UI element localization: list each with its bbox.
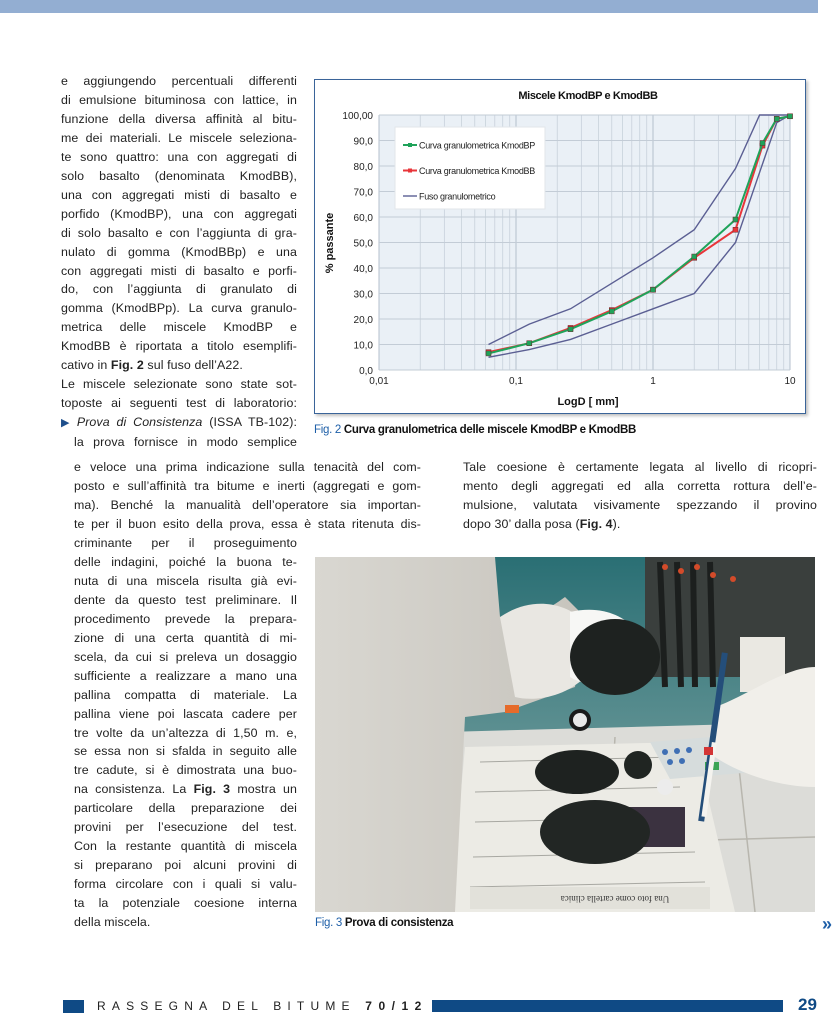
text-line: te sono quattro: una con aggregati di (61, 149, 297, 164)
text-line: gomma (KmodBPp). La curva granulo- (61, 301, 297, 316)
legend-marker (408, 169, 412, 173)
text-line: pallina viene poi lascata cadere per (74, 706, 297, 721)
footer-square (63, 1000, 84, 1013)
text-line: toposte ai seguenti test di laboratorio: (61, 396, 297, 411)
x-axis-label: LogD [ mm] (557, 396, 619, 408)
text-line: Con la restante quantità di miscela (74, 839, 297, 854)
top-color-bar (0, 0, 818, 13)
y-tick-label: 10,0 (353, 340, 373, 352)
text-line: e aggiungendo percentuali differenti (61, 74, 297, 88)
text-line: KmodBB è riportata a titolo esemplifi- (61, 339, 297, 354)
text-line: ta la potenziale coesione interna (74, 896, 297, 911)
data-point (527, 341, 532, 346)
paragraph-1 (61, 72, 297, 356)
narrow-lines (74, 534, 297, 780)
y-tick-label: 100,00 (342, 111, 373, 122)
footer-issue: 70/12 (365, 999, 428, 1013)
chart-legend (395, 127, 545, 209)
text-line: solo basalto (denominata KmodBB), (61, 168, 297, 183)
text-line: te per il buon esito della prova, essa è stata ritenuta dis- (74, 516, 421, 531)
y-tick-label: 50,0 (353, 238, 373, 250)
bullet-line-2: la prova fornisce in modo semplice (74, 435, 297, 450)
x-tick-label: 10 (784, 376, 796, 387)
text-line: con aggregati misti di basalto e porfi- (61, 263, 297, 278)
data-point (692, 254, 697, 259)
y-tick-label: 0,0 (359, 366, 373, 377)
fig2-caption (314, 424, 636, 436)
footer-publication: RASSEGNA DEL BITUME 70/12 (97, 999, 428, 1013)
y-tick-label: 70,0 (353, 187, 373, 199)
fig3-ref-line: na consistenza. La Fig. 3 mostra un (74, 782, 297, 797)
text-line: nulato di gomma (KmodBBp) e una (61, 244, 297, 259)
data-point (788, 114, 793, 119)
right-last-line: dopo 30’ dalla posa (Fig. 4). (463, 516, 621, 531)
x-tick-label: 1 (650, 376, 656, 387)
data-point (568, 327, 573, 332)
text-line: procedimento prevede la prepara- (74, 611, 297, 626)
bullet-title: Prova di Consistenza (76, 415, 203, 430)
text-line: forma circolare con i quali si valu- (74, 877, 297, 892)
triangle-right-icon: ▶ (61, 417, 73, 430)
text-line: di emulsione bituminosa con lattice, in (61, 92, 297, 107)
fig3-caption-text: Prova di consistenza (341, 917, 454, 929)
data-point (651, 287, 656, 292)
text-line: provini per l’esecuzione del test. (74, 820, 297, 835)
data-point (774, 116, 779, 121)
wide-lines (74, 458, 421, 534)
text-line: funzione della diversa affinità al bitu- (61, 111, 297, 126)
page-number: 29 (798, 995, 817, 1014)
text-line: si preparano poi alcuni provini di (74, 858, 297, 873)
bullet-line: ▶ Prova di Consistenza (ISSA TB-102): (61, 415, 297, 430)
y-tick-label: 90,0 (353, 136, 373, 148)
text-line: dente da questo test preliminare. Il (74, 592, 297, 607)
lab-consistency-test-photo (315, 557, 815, 912)
data-point (760, 141, 765, 146)
text-line: particolare della preparazione dei (74, 801, 297, 816)
text-line: sufficiente a realizzare a mano una (74, 668, 297, 683)
fig2-caption-text: Curva granulometrica delle miscele KmodBP e KmodBB (340, 424, 637, 436)
right-lines (463, 458, 817, 515)
text-line: tre volte da un’altezza di 1,50 m. e, (74, 725, 297, 740)
text-line: scela, da cui si preleva un dosaggio (74, 649, 297, 664)
fig3-caption-label: Fig. 3 (315, 917, 342, 929)
data-point (609, 309, 614, 314)
footer (63, 996, 783, 1016)
text-line: mento degli aggregati ed alla corretta rottura dell’e- (463, 478, 817, 493)
text-line: e veloce una prima indicazione sulla tenacità del com- (74, 460, 421, 474)
fig4-reference: Fig. 4 (579, 516, 613, 531)
narrow-lines-2 (74, 799, 297, 932)
text-line: nuta di una miscela risulta già evi- (74, 573, 297, 588)
footer-bar (432, 1000, 783, 1012)
fig2-caption-label: Fig. 2 (314, 424, 341, 436)
fig3-caption (315, 917, 453, 929)
text-line: mulsione, valutata visivamente spezzando il provino (463, 497, 817, 512)
text-line: me dei materiali. Le miscele seleziona- (61, 130, 297, 145)
chart-svg (315, 80, 805, 413)
text-line: della miscela. (74, 915, 151, 930)
y-tick-label: 20,0 (353, 315, 373, 326)
newspaper-headline: Una foto come cartella clinica (560, 894, 670, 904)
text-line: Le miscele selezionate sono state sot- (61, 377, 297, 392)
text-line: una con aggregati misti di basalto e (61, 187, 297, 202)
text-line: di solo basalto e con l’aggiunta di gra- (61, 225, 297, 240)
data-point (486, 351, 491, 356)
paragraph-1-last-line: cativo in Fig. 2 sul fuso dell’A22. (61, 358, 243, 373)
fig3-reference: Fig. 3 (193, 782, 231, 797)
x-tick-label: 0,01 (369, 376, 389, 387)
chart-figure-2 (314, 79, 806, 414)
y-tick-label: 30,0 (353, 289, 373, 301)
text-line: metrica delle miscele KmodBP e (61, 320, 297, 335)
text-line: criminante per il proseguimento (74, 536, 297, 550)
data-point (733, 227, 738, 232)
text-line: delle indagini, poiché la buona te- (74, 554, 297, 569)
paragraph-2 (61, 375, 297, 413)
data-point (733, 217, 738, 222)
text-line: Tale coesione è certamente legata al livello di ricopri- (463, 460, 817, 474)
photo-illustration (315, 557, 815, 912)
x-tick-label: 0,1 (509, 376, 523, 387)
legend-label: Curva granulometrica KmodBP (419, 140, 535, 151)
y-tick-label: 80,0 (353, 162, 373, 173)
fig2-reference: Fig. 2 (110, 358, 144, 373)
text-line: se essa non si sfalda in seguito alle (74, 744, 297, 759)
double-chevron-right-icon[interactable]: » (822, 914, 833, 934)
text-line: ma). Benché la manualità dell’operatore sia importan- (74, 497, 421, 512)
text-line: posto e sull’affinità tra bitume e inerti (aggregati e gom- (74, 478, 421, 493)
y-axis-label: % passante (324, 212, 336, 274)
text-line: do, con l’aggiunta di granulato di (61, 282, 297, 297)
text-line: zione di una certa quantità di mi- (74, 630, 297, 645)
y-tick-label: 60,0 (353, 213, 373, 224)
legend-label: Curva granulometrica KmodBB (419, 166, 535, 176)
left-column-narrow (74, 534, 297, 932)
left-column-top (61, 72, 297, 452)
text-line: tre cadute, si è dimostrata una buo- (74, 763, 297, 778)
legend-marker (408, 143, 412, 147)
right-column (463, 458, 817, 534)
text-line: porfido (KmodBP), una con aggregati (61, 206, 297, 221)
legend-label: Fuso granulometrico (419, 191, 496, 202)
chart-title: Miscele KmodBP e KmodBB (518, 90, 658, 102)
left-column-wide (74, 458, 421, 534)
text-line: pallina compatta di materiale. La (74, 687, 297, 702)
y-tick-label: 40,0 (353, 264, 373, 275)
